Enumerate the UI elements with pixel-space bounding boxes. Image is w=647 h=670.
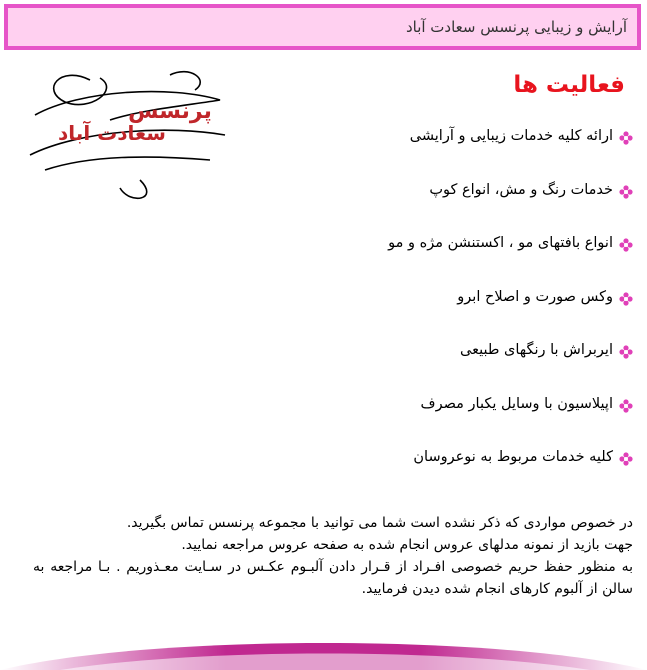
info-paragraphs — [33, 512, 633, 600]
flower-bullet-icon — [619, 399, 633, 413]
logo — [20, 60, 230, 210]
list-item — [233, 235, 633, 289]
flower-bullet-icon — [619, 131, 633, 145]
page-header — [4, 4, 641, 50]
list-item — [233, 396, 633, 450]
paragraph-privacy: به منظور حفظ حریم خصوصی افـراد از قـرار دادن آلبـوم عکـس در سـایت معـذوریم . بـا مراجعه به سالن از آلبوم کارهای انجام شده دیدن فرمایید. — [33, 559, 633, 597]
flower-bullet-icon — [619, 345, 633, 359]
list-item-label: اپیلاسیون با وسایل یکبار مصرف — [420, 395, 613, 412]
flower-bullet-icon — [619, 292, 633, 306]
list-item — [233, 128, 633, 182]
list-item-label: کلیه خدمات مربوط به نوعروسان — [413, 449, 613, 465]
list-item-label: ارائه کلیه خدمات زیبایی و آرایشی — [409, 128, 613, 144]
list-item — [233, 289, 633, 343]
footer-decoration — [0, 626, 647, 670]
list-item-label: وکس صورت و اصلاح ابرو — [457, 288, 613, 305]
list-item — [233, 342, 633, 396]
list-item — [233, 182, 633, 236]
list-item-label: ایربراش با رنگهای طبیعی — [460, 342, 613, 358]
header-title: آرایش و زیبایی پرنسس سعادت آباد — [8, 8, 637, 46]
list-item-label: خدمات رنگ و مش، انواع کوپ — [429, 181, 613, 198]
logo-line2: سعادت آباد — [58, 121, 166, 145]
activity-list — [233, 128, 633, 503]
flower-bullet-icon — [619, 185, 633, 199]
flower-bullet-icon — [619, 238, 633, 252]
list-item — [233, 449, 633, 503]
logo-line1: پرنسس — [128, 99, 212, 124]
list-item-label: انواع بافتهای مو ، اکستنشن مژه و مو — [388, 235, 613, 251]
paragraph-bridal: جهت بازید از نمونه مدلهای عروس انجام شده به صفحه عروس مراجعه نمایید. — [181, 537, 633, 553]
flower-bullet-icon — [619, 452, 633, 466]
paragraph-contact: در خصوص مواردی که ذکر نشده است شما می توانید با مجموعه پرنسس تماس بگیرید. — [126, 515, 633, 531]
section-title: فعالیت ها — [513, 72, 625, 98]
